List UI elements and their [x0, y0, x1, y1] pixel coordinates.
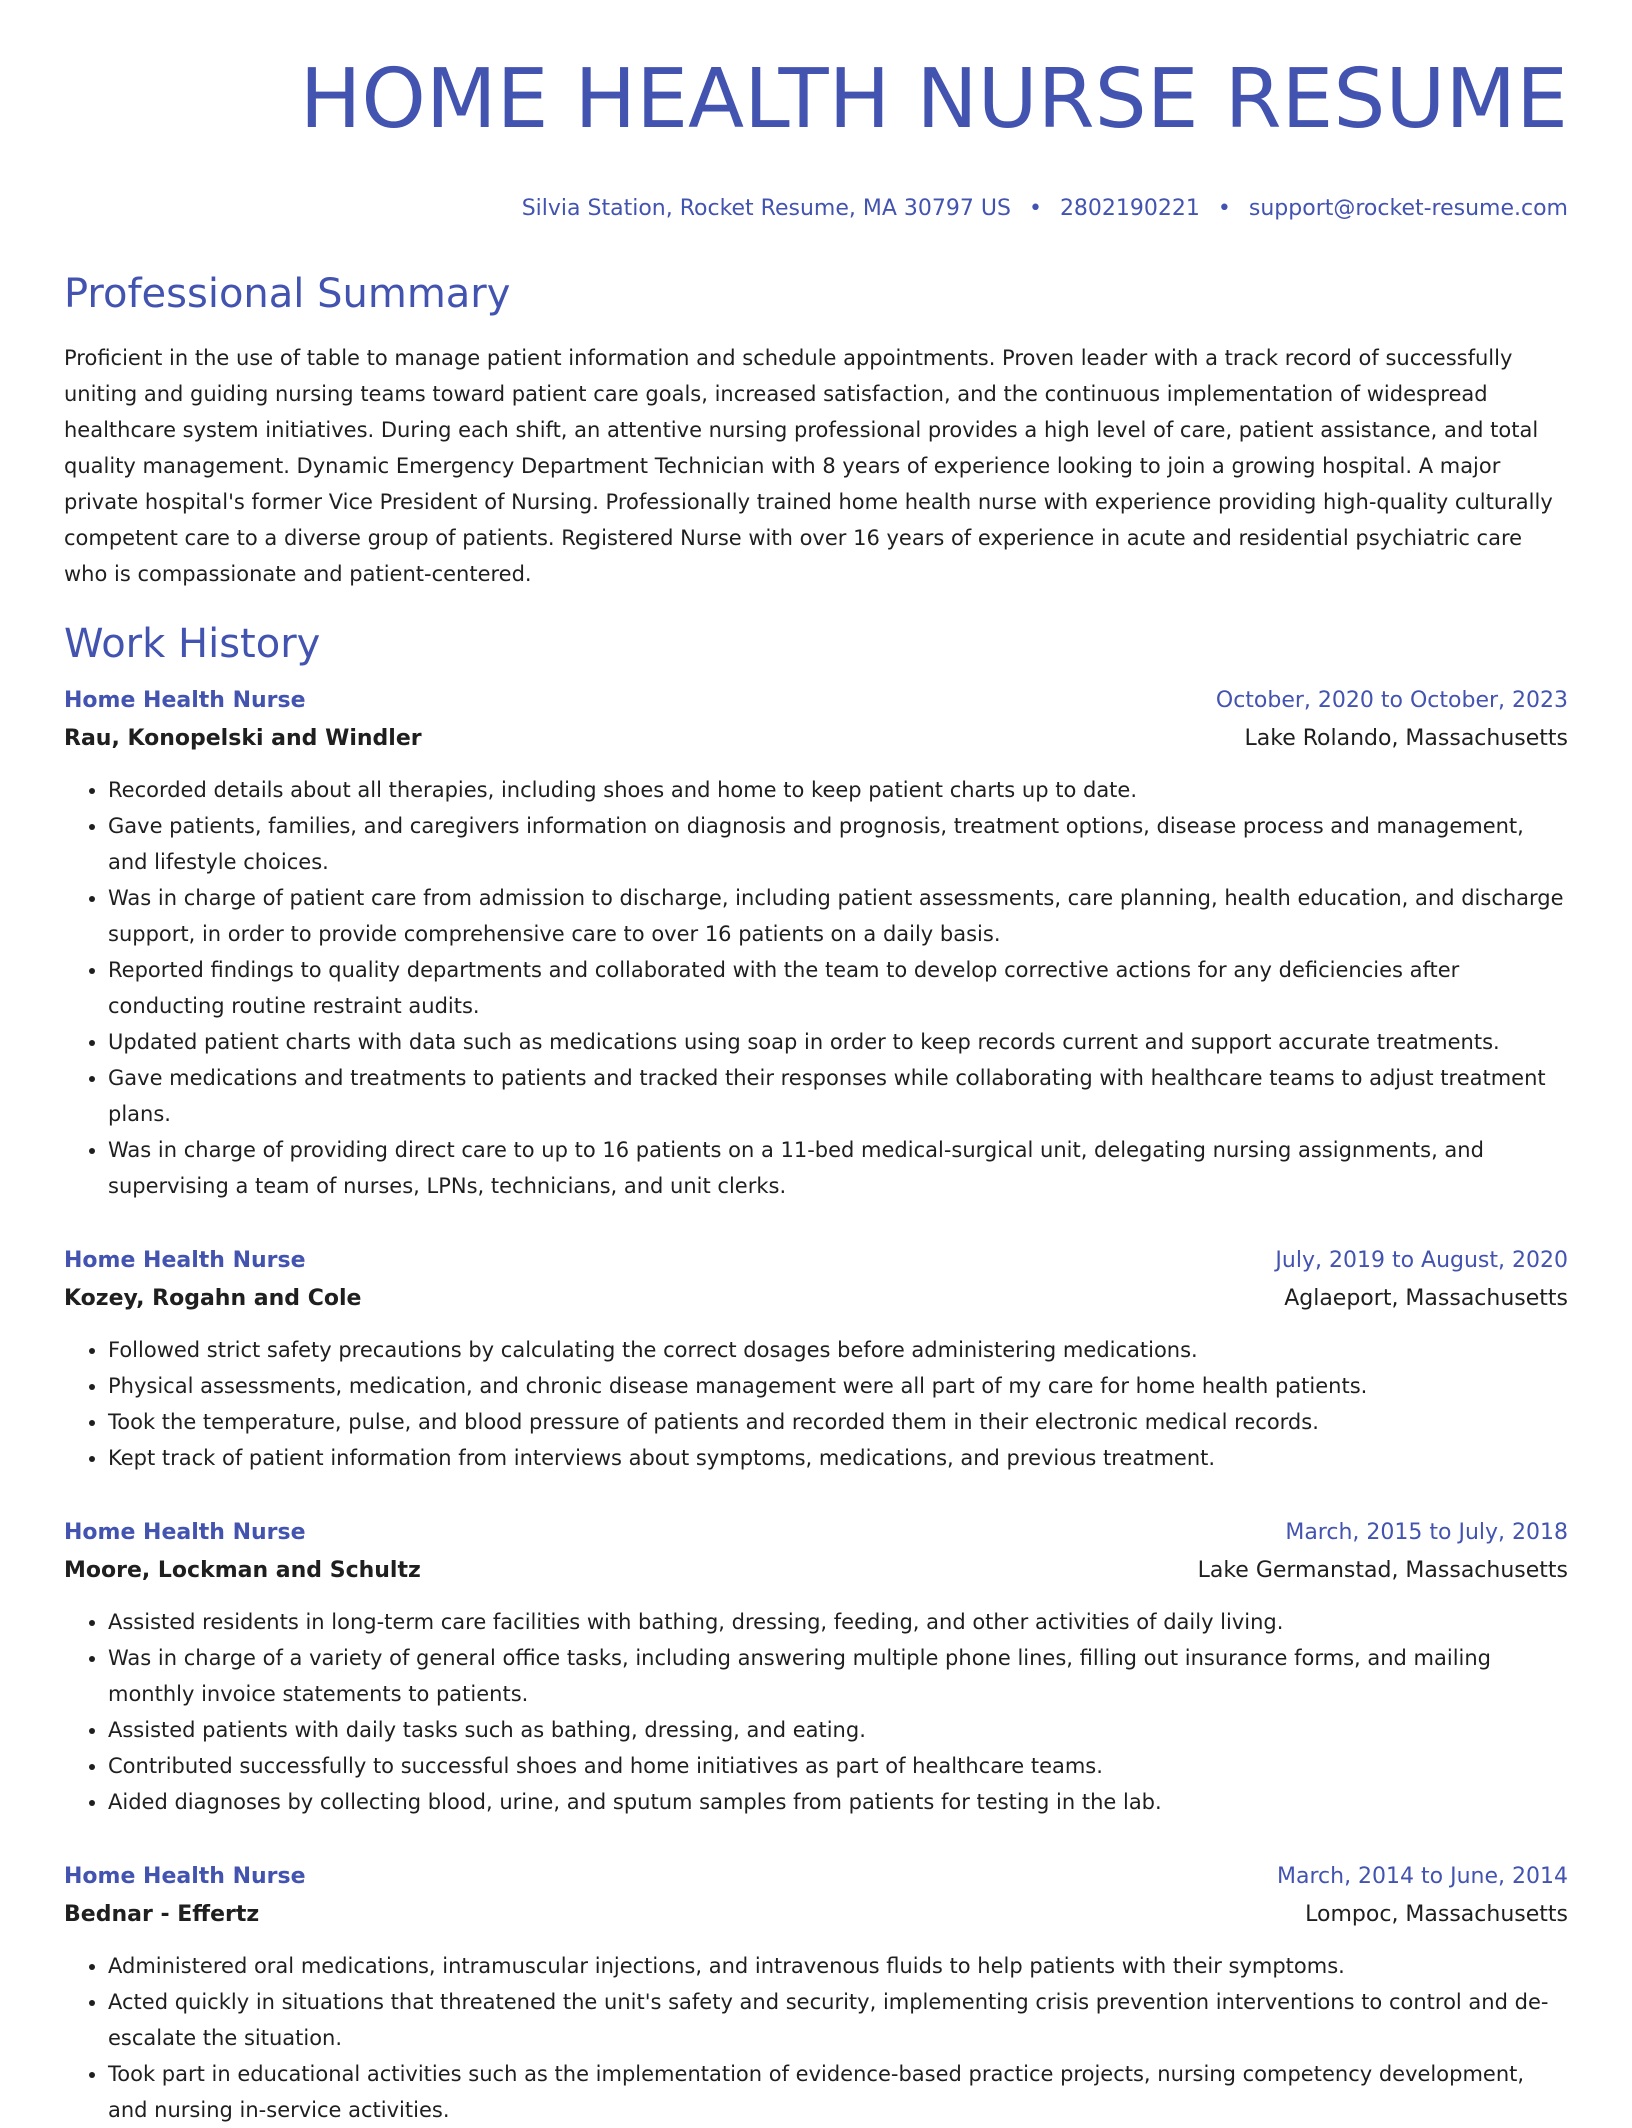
job-bullet-list	[64, 1948, 1568, 2128]
job-bullet: • Kept track of patient information from interviews about symptoms, medications, and previous treatment.	[108, 1440, 1568, 1476]
job-title: Home Health Nurse	[64, 1520, 306, 1545]
job-bullet: • Updated patient charts with data such as medications using soap in order to keep records current and support accurate treatments.	[108, 1024, 1568, 1060]
contact-address: Silvia Station, Rocket Resume, MA 30797 US	[521, 196, 1011, 221]
job-bullet: • Took part in educational activities such as the implementation of evidence-based practice projects, nursing competency development, and nursing in-service activities.	[108, 2056, 1568, 2128]
job-bullet: • Was in charge of patient care from admission to discharge, including patient assessments, care planning, health education, and discharge support, in order to provide comprehensive care to over 16 patients on a daily basis.	[108, 880, 1568, 952]
job-company-row	[64, 1892, 1568, 1930]
job-bullet: • Contributed successfully to successful shoes and home initiatives as part of healthcare teams.	[108, 1748, 1568, 1784]
job-title-row	[64, 1518, 1568, 1548]
job-dates: October, 2020 to October, 2023	[1215, 688, 1568, 713]
job-dates: March, 2014 to June, 2014	[1277, 1864, 1568, 1889]
job-company-row	[64, 1548, 1568, 1586]
contact-separator: •	[1028, 196, 1042, 221]
job-bullet: • Reported findings to quality departments and collaborated with the team to develop corrective actions for any deficiencies after conducting routine restraint audits.	[108, 952, 1568, 1024]
job-bullet: • Physical assessments, medication, and chronic disease management were all part of my care for home health patients.	[108, 1368, 1568, 1404]
job-location: Aglaeport, Massachusetts	[1284, 1286, 1568, 1311]
job-title: Home Health Nurse	[64, 1248, 306, 1273]
work-history-list	[64, 686, 1568, 2128]
job-location: Lompoc, Massachusetts	[1305, 1902, 1568, 1927]
job-location: Lake Germanstad, Massachusetts	[1197, 1558, 1568, 1583]
job-bullet: • Aided diagnoses by collecting blood, urine, and sputum samples from patients for testing in the lab.	[108, 1784, 1568, 1820]
job-bullet: • Recorded details about all therapies, including shoes and home to keep patient charts up to date.	[108, 772, 1568, 808]
contact-email[interactable]: support@rocket-resume.com	[1248, 196, 1568, 221]
contact-separator: •	[1217, 196, 1231, 221]
job-bullet: • Gave medications and treatments to patients and tracked their responses while collaborating with healthcare teams to adjust treatment plans.	[108, 1060, 1568, 1132]
job-location: Lake Rolando, Massachusetts	[1244, 726, 1568, 751]
summary-heading: Professional Summary	[64, 271, 511, 317]
job-bullet: • Gave patients, families, and caregivers information on diagnosis and prognosis, treatment options, disease process and management, and lifestyle choices.	[108, 808, 1568, 880]
job-entry	[64, 1518, 1568, 1820]
job-bullet: • Took the temperature, pulse, and blood pressure of patients and recorded them in their electronic medical records.	[108, 1404, 1568, 1440]
job-bullet: • Administered oral medications, intramuscular injections, and intravenous fluids to help patients with their symptoms.	[108, 1948, 1568, 1984]
job-dates: March, 2015 to July, 2018	[1285, 1520, 1568, 1545]
job-company: Kozey, Rogahn and Cole	[64, 1286, 362, 1311]
job-bullet-list	[64, 1332, 1568, 1476]
job-bullet-list	[64, 772, 1568, 1204]
job-bullet: • Assisted patients with daily tasks such as bathing, dressing, and eating.	[108, 1712, 1568, 1748]
work-history-heading: Work History	[64, 621, 321, 667]
resume-header	[64, 0, 1568, 224]
contact-line	[64, 194, 1568, 224]
contact-phone: 2802190221	[1059, 196, 1200, 221]
job-entry	[64, 686, 1568, 1204]
job-company: Moore, Lockman and Schultz	[64, 1558, 421, 1583]
job-dates: July, 2019 to August, 2020	[1275, 1248, 1568, 1273]
job-title-row	[64, 1862, 1568, 1892]
job-entry	[64, 1246, 1568, 1476]
job-entry	[64, 1862, 1568, 2128]
job-bullet: • Followed strict safety precautions by calculating the correct dosages before administering medications.	[108, 1332, 1568, 1368]
job-title: Home Health Nurse	[64, 1864, 306, 1889]
job-company-row	[64, 716, 1568, 754]
job-company: Bednar - Effertz	[64, 1902, 260, 1927]
job-bullet: • Was in charge of a variety of general office tasks, including answering multiple phone lines, filling out insurance forms, and mailing monthly invoice statements to patients.	[108, 1640, 1568, 1712]
job-bullet: • Was in charge of providing direct care to up to 16 patients on a 11-bed medical-surgical unit, delegating nursing assignments, and supervising a team of nurses, LPNs, technicians, and unit clerks.	[108, 1132, 1568, 1204]
job-bullet: • Acted quickly in situations that threatened the unit's safety and security, implementing crisis prevention interventions to control and de-escalate the situation.	[108, 1984, 1568, 2056]
resume-title: HOME HEALTH NURSE RESUME	[299, 52, 1568, 147]
job-title-row	[64, 1246, 1568, 1276]
job-company: Rau, Konopelski and Windler	[64, 726, 422, 751]
job-company-row	[64, 1276, 1568, 1314]
summary-text: Proficient in the use of table to manage patient information and schedule appointments. Proven leader with a track record of successfully uniting and guiding nursing teams toward patient care goals, increased satisfaction, and the continuous implementation of widespread healthcare system initiatives. During each shift, an attentive nursing professional provides a high level of care, patient assistance, and total quality management. Dynamic Emergency Department Technician with 8 years of experience looking to join a growing hospital. A major private hospital's former Vice President of Nursing. Professionally trained home health nurse with experience providing high-quality culturally competent care to a diverse group of patients. Registered Nurse with over 16 years of experience in acute and residential psychiatric care who is compassionate and patient-centered.	[64, 346, 1553, 586]
job-bullet-list	[64, 1604, 1568, 1820]
job-title: Home Health Nurse	[64, 688, 306, 713]
job-title-row	[64, 686, 1568, 716]
job-bullet: • Assisted residents in long-term care facilities with bathing, dressing, feeding, and other activities of daily living.	[108, 1604, 1568, 1640]
